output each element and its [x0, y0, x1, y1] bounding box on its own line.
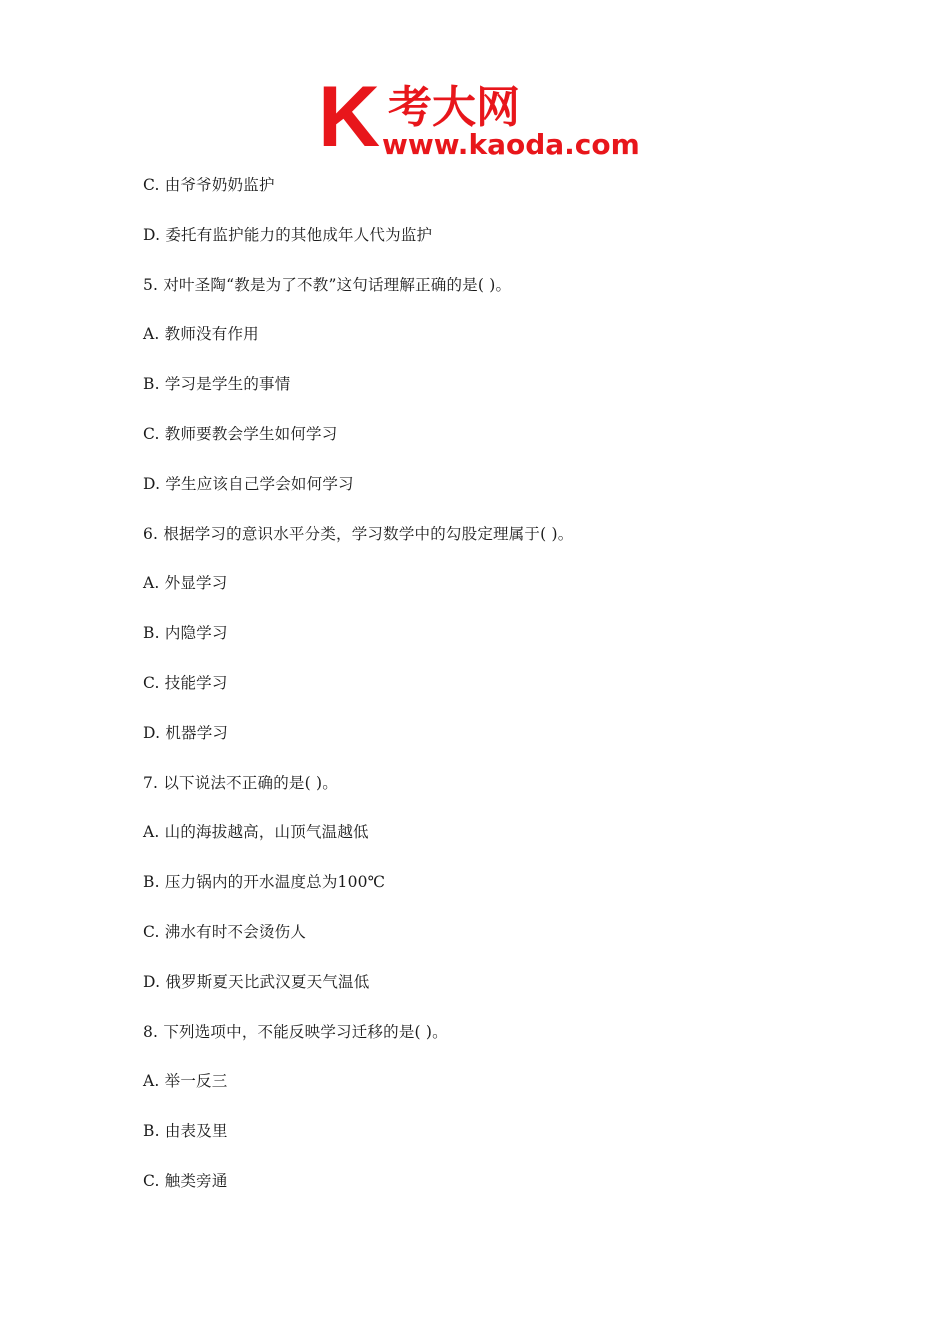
kaoda-logo [318, 78, 640, 160]
question-list [143, 174, 573, 1220]
question-line: 8. 下列选项中，不能反映学习迁移的是( )。 [143, 1022, 448, 1041]
option-line: C. 由爷爷奶奶监护 [143, 176, 275, 194]
question-line: 7. 以下说法不正确的是( )。 [143, 773, 338, 792]
logo-title: 考大网 [388, 82, 520, 133]
logo-letter: K [318, 78, 381, 160]
option-line: D. 俄罗斯夏天比武汉夏天气温低 [143, 972, 370, 991]
kaoda-logo-graphic [318, 78, 640, 160]
option-line: D. 学生应该自己学会如何学习 [143, 474, 354, 493]
option-line: B. 内隐学习 [143, 624, 228, 643]
option-line: B. 压力锅内的开水温度总为100℃ [143, 873, 386, 892]
option-line: B. 由表及里 [143, 1122, 228, 1141]
option-line: A. 教师没有作用 [143, 325, 259, 344]
option-line: A. 山的海拔越高，山顶气温越低 [143, 823, 369, 842]
option-line: A. 举一反三 [143, 1072, 228, 1091]
logo-url: www.kaoda.com [382, 128, 640, 160]
option-line: A. 外显学习 [143, 574, 228, 593]
option-line: C. 沸水有时不会烫伤人 [143, 922, 307, 941]
option-line: C. 技能学习 [143, 673, 228, 692]
option-line: D. 机器学习 [143, 723, 229, 742]
option-line: B. 学习是学生的事情 [143, 375, 291, 394]
option-line: D. 委托有监护能力的其他成年人代为监护 [143, 225, 433, 244]
option-line: C. 触类旁通 [143, 1171, 228, 1190]
question-line: 6. 根据学习的意识水平分类，学习数学中的勾股定理属于( )。 [143, 524, 574, 543]
option-line: C. 教师要教会学生如何学习 [143, 424, 338, 443]
question-line: 5. 对叶圣陶“教是为了不教”这句话理解正确的是( )。 [143, 275, 512, 294]
